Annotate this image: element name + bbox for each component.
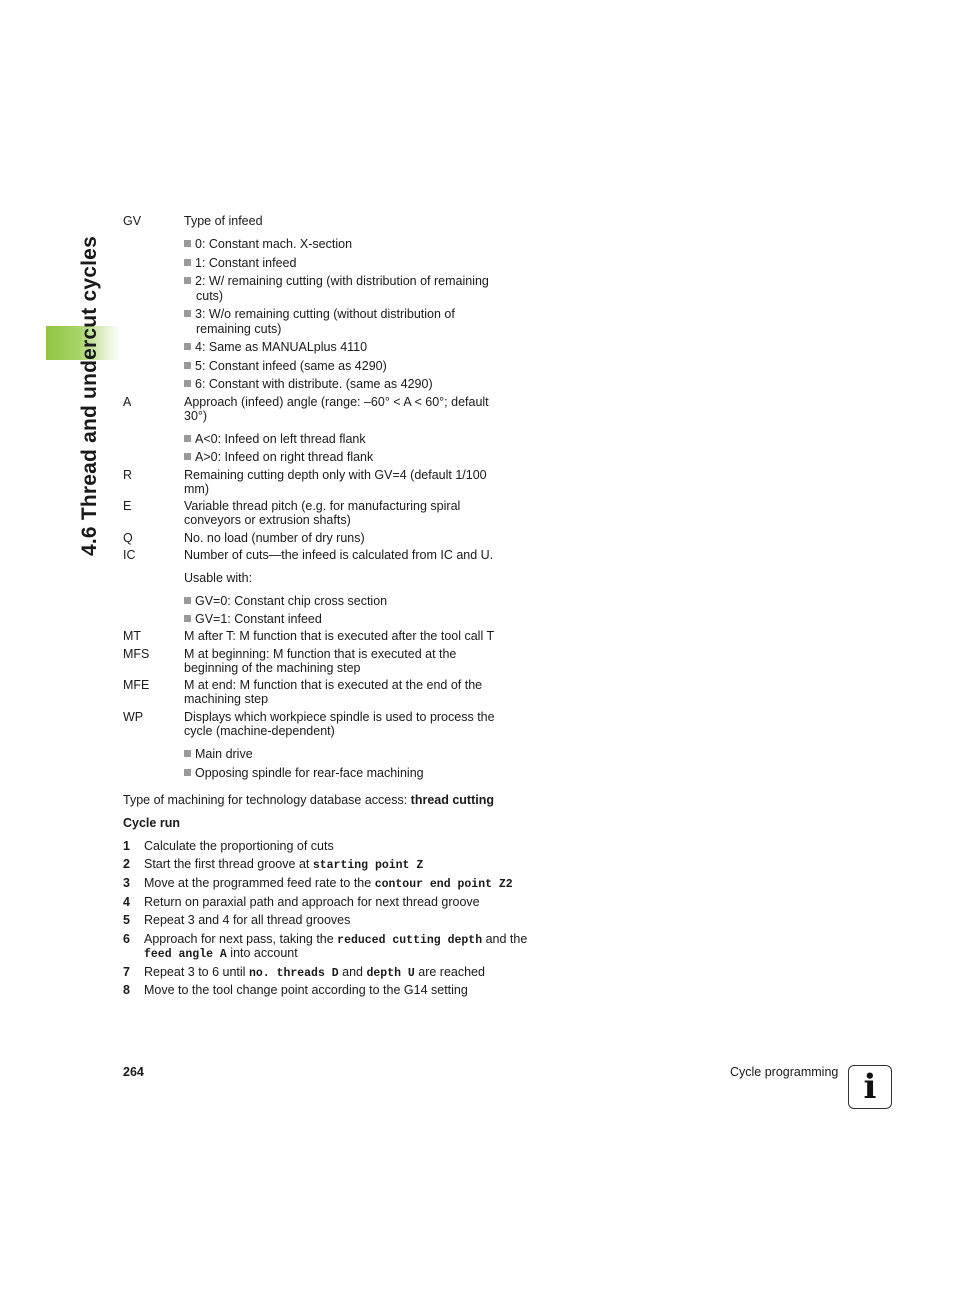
- list-item-cont: cuts): [196, 289, 224, 303]
- param-desc-mfs-cont: beginning of the machining step: [184, 661, 361, 675]
- list-item: GV=1: Constant infeed: [184, 612, 322, 626]
- list-item: 6: Constant with distribute. (same as 4290): [184, 377, 433, 391]
- param-desc-wp-cont: cycle (machine-dependent): [184, 724, 335, 738]
- param-desc-e-cont: conveyors or extrusion shafts): [184, 513, 351, 527]
- param-key-wp: WP: [123, 710, 144, 724]
- step-number: 2: [123, 857, 130, 871]
- param-desc-a: Approach (infeed) angle (range: –60° < A < 60°; default: [184, 395, 489, 409]
- step-text-cont: feed angle A into account: [144, 946, 298, 961]
- param-desc-gv: Type of infeed: [184, 214, 263, 228]
- page-number: 264: [123, 1065, 144, 1079]
- param-usable-ic: Usable with:: [184, 571, 253, 585]
- list-item-cont: remaining cuts): [196, 322, 282, 336]
- list-item: GV=0: Constant chip cross section: [184, 594, 387, 608]
- param-key-q: Q: [123, 531, 133, 545]
- param-key-mfe: MFE: [123, 678, 150, 692]
- step-text: Start the first thread groove at starting point Z: [144, 857, 424, 872]
- param-desc-mt: M after T: M function that is executed after the tool call T: [184, 629, 495, 643]
- list-item: A<0: Infeed on left thread flank: [184, 432, 366, 446]
- list-item: Main drive: [184, 747, 253, 761]
- param-desc-mfe: M at end: M function that is executed at the end of the: [184, 678, 483, 692]
- step-text: Repeat 3 to 6 until no. threads D and depth U are reached: [144, 965, 485, 980]
- step-number: 7: [123, 965, 130, 979]
- param-key-gv: GV: [123, 214, 142, 228]
- step-text: Move to the tool change point according to the G14 setting: [144, 983, 468, 997]
- tech-database-note: Type of machining for technology database access: thread cutting: [123, 793, 495, 807]
- chapter-title: 4.6 Thread and undercut cycles: [78, 236, 101, 556]
- param-desc-mfe-cont: machining step: [184, 692, 269, 706]
- step-text: Move at the programmed feed rate to the contour end point Z2: [144, 876, 513, 891]
- step-text: Return on paraxial path and approach for next thread groove: [144, 895, 480, 909]
- list-item: A>0: Infeed on right thread flank: [184, 450, 373, 464]
- list-item: 0: Constant mach. X-section: [184, 237, 352, 251]
- param-key-a: A: [123, 395, 132, 409]
- step-number: 4: [123, 895, 130, 909]
- param-desc-wp: Displays which workpiece spindle is used to process the: [184, 710, 495, 724]
- param-desc-r: Remaining cutting depth only with GV=4 (default 1/100: [184, 468, 487, 482]
- cycle-run-heading: Cycle run: [123, 816, 180, 830]
- info-icon: i: [848, 1065, 892, 1109]
- param-key-mt: MT: [123, 629, 142, 643]
- param-key-ic: IC: [123, 548, 136, 562]
- param-desc-ic: Number of cuts—the infeed is calculated from IC and U.: [184, 548, 494, 562]
- param-desc-e: Variable thread pitch (e.g. for manufacturing spiral: [184, 499, 461, 513]
- param-key-mfs: MFS: [123, 647, 150, 661]
- step-text: Approach for next pass, taking the reduced cutting depth and the: [144, 932, 528, 947]
- list-item: Opposing spindle for rear-face machining: [184, 766, 424, 780]
- step-number: 8: [123, 983, 130, 997]
- step-text: Calculate the proportioning of cuts: [144, 839, 334, 853]
- param-desc-a-cont: 30°): [184, 409, 208, 423]
- step-number: 5: [123, 913, 130, 927]
- param-desc-q: No. no load (number of dry runs): [184, 531, 365, 545]
- step-number: 6: [123, 932, 130, 946]
- param-key-e: E: [123, 499, 132, 513]
- param-desc-mfs: M at beginning: M function that is executed at the: [184, 647, 457, 661]
- list-item: 2: W/ remaining cutting (with distribution of remaining: [184, 274, 489, 288]
- step-text: Repeat 3 and 4 for all thread grooves: [144, 913, 351, 927]
- list-item: 3: W/o remaining cutting (without distribution of: [184, 307, 455, 321]
- step-number: 1: [123, 839, 130, 853]
- param-key-r: R: [123, 468, 133, 482]
- step-number: 3: [123, 876, 130, 890]
- list-item: 4: Same as MANUALplus 4110: [184, 340, 367, 354]
- list-item: 5: Constant infeed (same as 4290): [184, 359, 387, 373]
- chapter-footer: Cycle programming: [730, 1065, 839, 1079]
- list-item: 1: Constant infeed: [184, 256, 296, 270]
- param-desc-r-cont: mm): [184, 482, 209, 496]
